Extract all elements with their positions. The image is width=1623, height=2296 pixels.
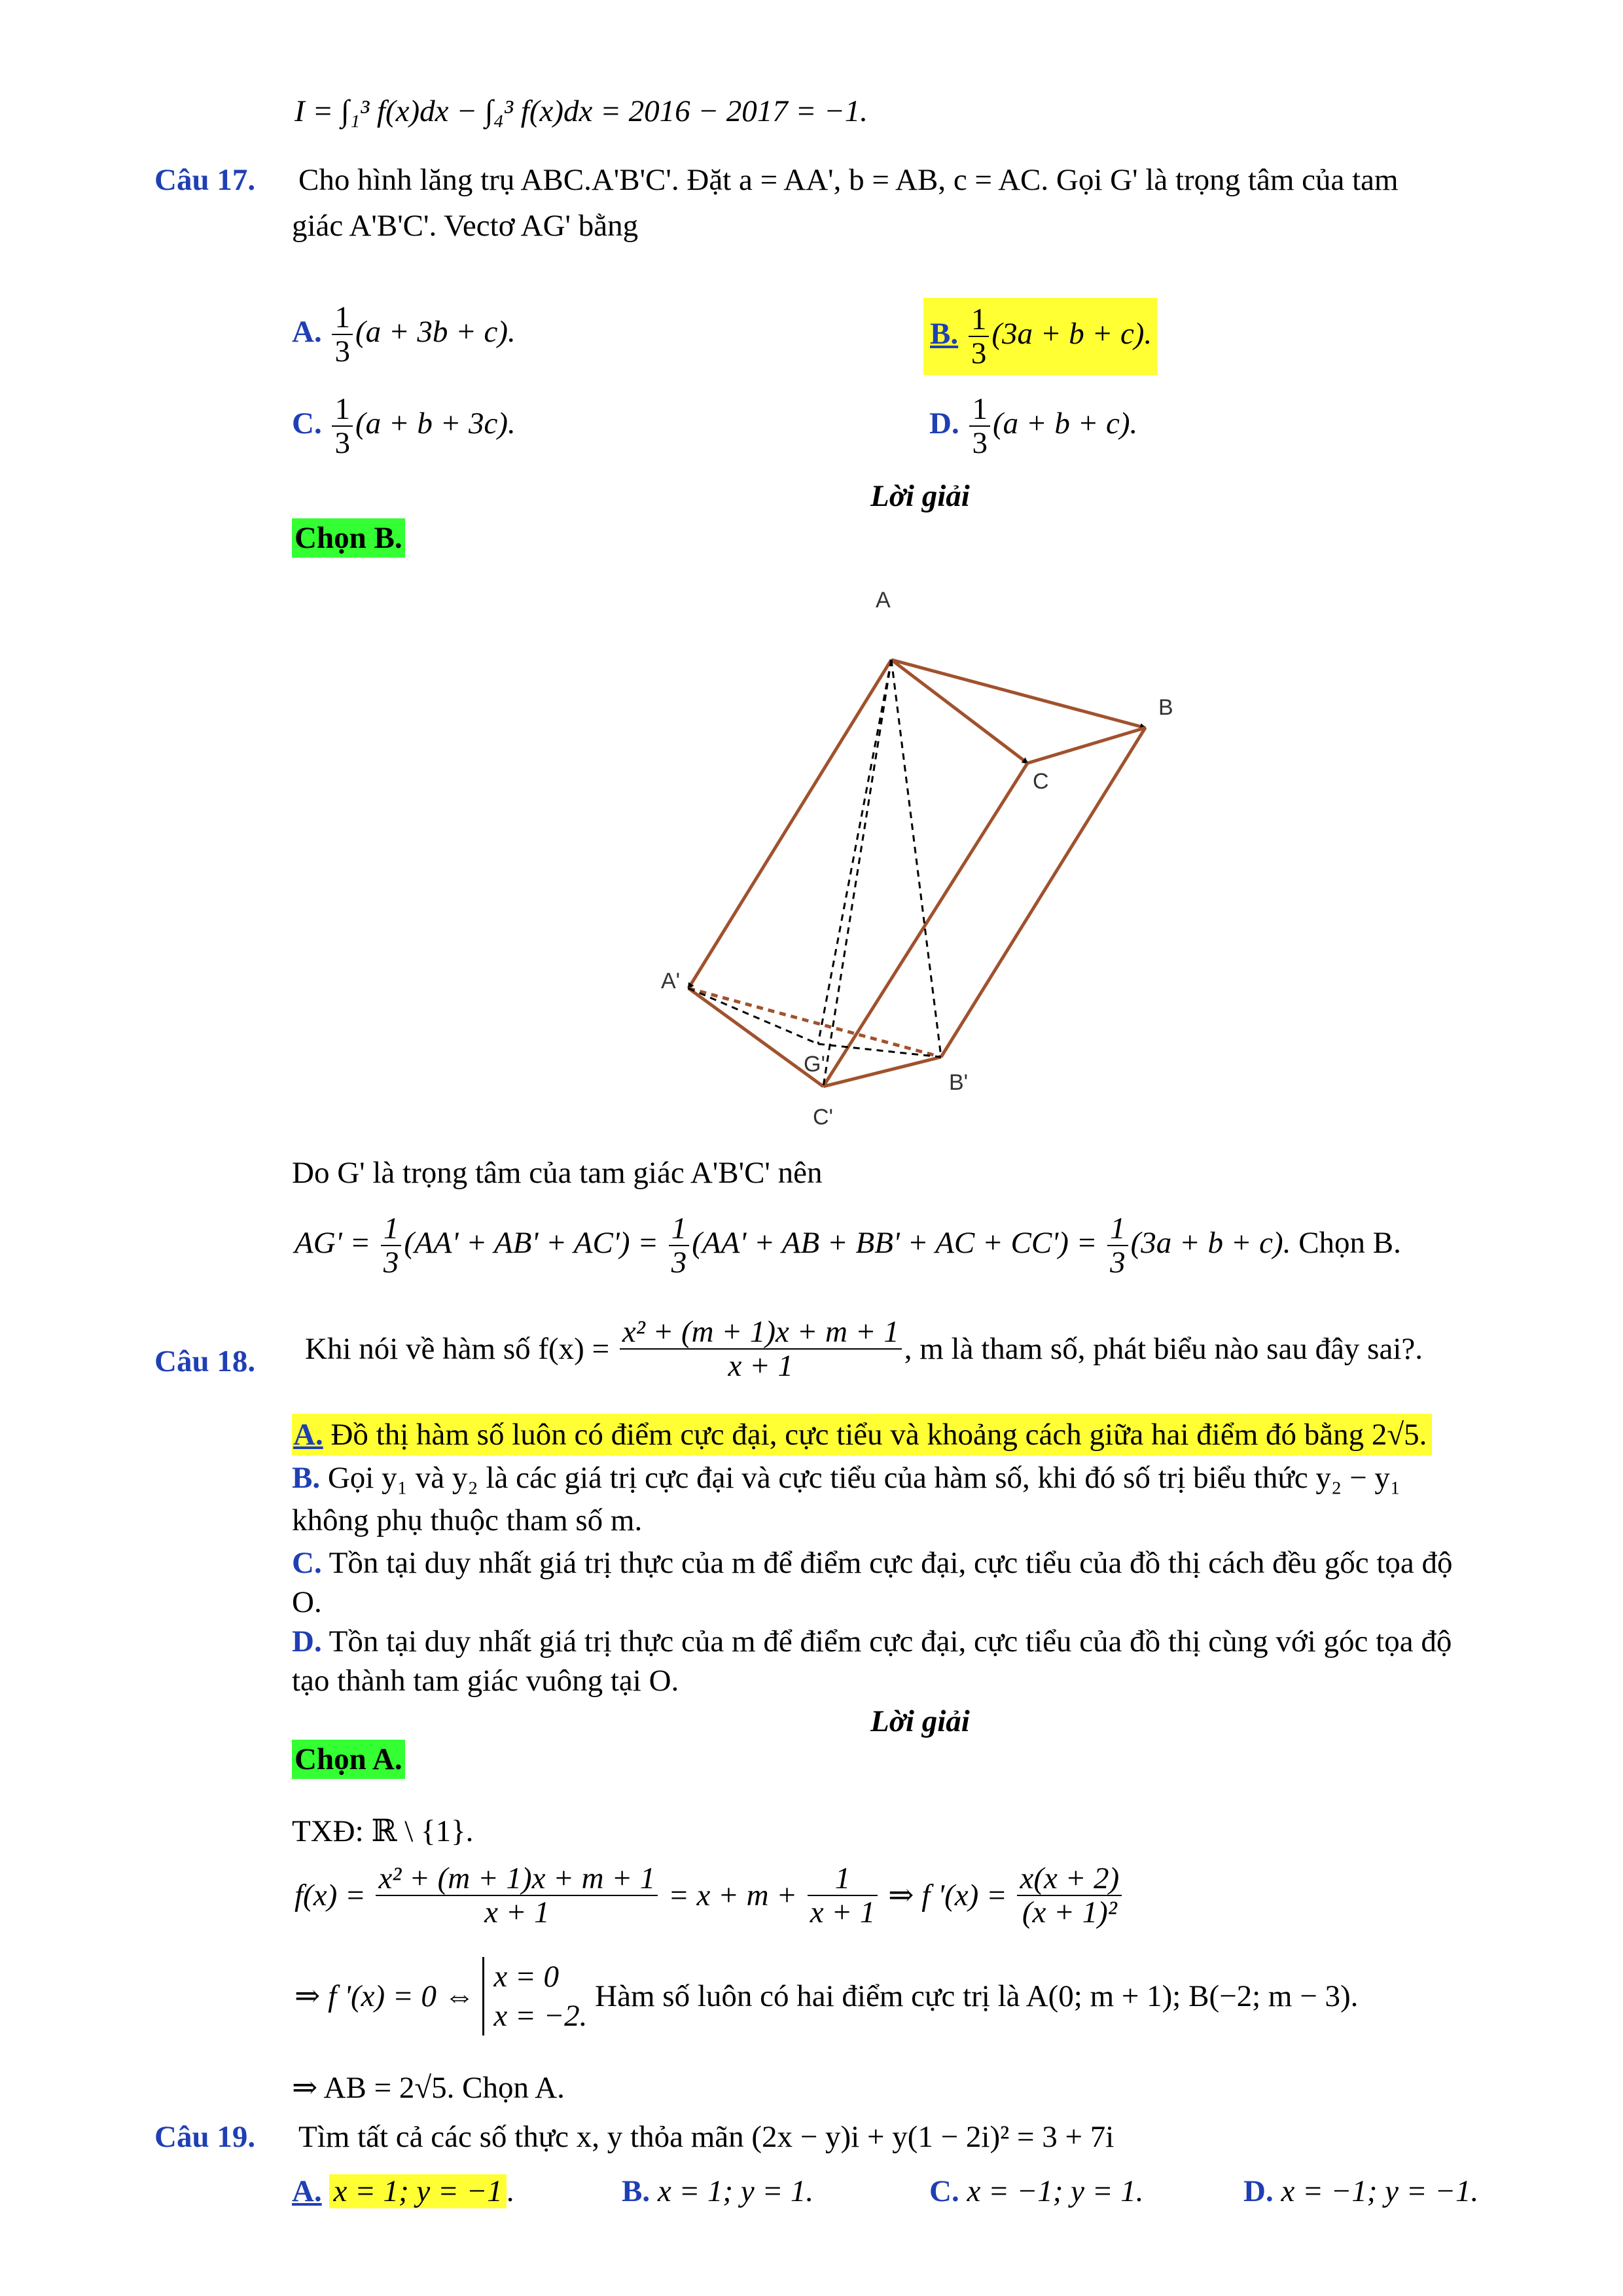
- q19-option-a-label: A.: [292, 2174, 322, 2208]
- fraction: $\frac{1}{3}$: [669, 1212, 690, 1279]
- fraction: $\frac{1}{3}$: [332, 393, 353, 459]
- question-18-stem: Khi nói về hàm số f(x) = $\frac{\text{x² + (m + 1)x + m + 1}}{x + 1}$ , m là tham số, phát biểu nào sau đây sai?.: [305, 1315, 1423, 1383]
- q18-option-d[interactable]: [292, 1622, 1452, 1661]
- q19-option-a[interactable]: A. x = 1; y = −1 .: [292, 2174, 514, 2208]
- q19-option-c[interactable]: [929, 2172, 1143, 2211]
- edge-a-c: [891, 660, 1027, 763]
- question-19-number: Câu 19.: [154, 2120, 256, 2154]
- q17-option-a-label: A.: [292, 314, 322, 349]
- edge-a1-b1-hidden: [688, 988, 941, 1057]
- q18-option-a-label: A.: [293, 1418, 323, 1452]
- q17-option-b-text: (3a + b + c).: [991, 316, 1152, 351]
- fraction: $\frac{1}{3}$: [969, 393, 990, 459]
- q18-domain: TXĐ: ℝ \ {1}.: [292, 1814, 474, 1848]
- q18-option-d-label: D.: [292, 1624, 322, 1659]
- q18-option-c-line2: O.: [292, 1585, 322, 1619]
- edge-a-b: [891, 660, 1145, 728]
- q19-option-c-text: x = −1; y = 1.: [967, 2174, 1144, 2208]
- roots-bracket: x = 0 x = −2.: [482, 1957, 587, 2036]
- label-g: G': [804, 1052, 825, 1077]
- q17-option-a-text: (a + 3b + c).: [355, 314, 516, 349]
- q18-option-b-line1: Gọi y₁ và y₂ là các giá trị cực đại và cực tiểu của hàm số, khi đó số trị biểu thức y₂ − y₁: [327, 1461, 1401, 1495]
- question-18-number: Câu 18.: [154, 1344, 256, 1378]
- question-17-stem-line1: Cho hình lăng trụ ABC.A'B'C'. Đặt a = AA', b = AB, c = AC. Gọi G' là trọng tâm của tam: [298, 163, 1399, 197]
- q19-option-d-text: x = −1; y = −1.: [1281, 2174, 1479, 2208]
- label-a1: A': [661, 969, 681, 994]
- q17-option-a[interactable]: [292, 301, 516, 368]
- function-fraction: $\frac{\text{x² + (m + 1)x + m + 1}}{x + 1}$: [376, 1862, 658, 1929]
- function-fraction: $\frac{\text{x² + (m + 1)x + m + 1}}{x + 1}$: [620, 1316, 902, 1382]
- q18-conclusion: ⇒ AB = 2√5. Chọn A.: [292, 2071, 565, 2105]
- q17-option-b[interactable]: [923, 298, 1157, 375]
- q17-explanation-line2: AG' = $\frac{1}{3}$ (AA' + AB' + AC') = $\frac{1}{3}$ (AA' + AB + BB' + AC + CC') = $\frac{1}{3}$ (3a + b + c). Chọn B.: [294, 1211, 1401, 1280]
- label-b: B: [1158, 695, 1173, 720]
- q17-option-c-text: (a + b + 3c).: [355, 406, 516, 440]
- q18-option-b[interactable]: [292, 1458, 1400, 1498]
- label-a: A: [876, 588, 891, 613]
- q19-option-a-text: x = 1; y = −1: [329, 2174, 506, 2208]
- edge-c-c1: [823, 763, 1027, 1086]
- q17-explanation-line1: Do G' là trọng tâm của tam giác A'B'C' nên: [292, 1156, 823, 1190]
- q18-option-c-line1: Tồn tại duy nhất giá trị thực của m để điểm cực đại, cực tiểu của đồ thị cách đều gốc tọa độ: [329, 1546, 1453, 1580]
- question-17-number: Câu 17.: [154, 163, 256, 197]
- fraction: $\frac{1}{3}$: [1107, 1212, 1128, 1279]
- q17-option-d-label: D.: [929, 406, 959, 440]
- line-a-b1-hidden: [891, 660, 941, 1057]
- q18-roots-line: ⇒ f '(x) = 0 ⇔ x = 0 x = −2. Hàm số luôn có hai điểm cực trị là A(0; m + 1); B(−2; m − 3).: [294, 1957, 1358, 2036]
- prism-figure: [641, 576, 1217, 1139]
- label-b1: B': [949, 1070, 969, 1095]
- fraction: $\frac{1}{3}$: [381, 1212, 402, 1279]
- q17-option-c[interactable]: [292, 393, 516, 459]
- q18-option-b-line2: không phụ thuộc tham số m.: [292, 1503, 643, 1537]
- q18-solution-title: Lời giải: [870, 1704, 970, 1738]
- q18-option-c[interactable]: [292, 1543, 1453, 1583]
- median-g-b1: [818, 1044, 941, 1057]
- question-17-stem-line2: giác A'B'C'. Vectơ AG' bằng: [292, 209, 639, 243]
- q18-option-d-line2: tạo thành tam giác vuông tại O.: [292, 1664, 679, 1698]
- q19-option-b-label: B.: [622, 2174, 651, 2208]
- q17-option-c-label: C.: [292, 406, 322, 440]
- q17-option-b-label: B.: [930, 316, 959, 351]
- q18-option-c-label: C.: [292, 1546, 322, 1580]
- q18-option-d-line1: Tồn tại duy nhất giá trị thực của m để điểm cực đại, cực tiểu của đồ thị cùng với góc tọa độ: [329, 1624, 1452, 1659]
- q19-option-b[interactable]: [622, 2172, 813, 2211]
- q19-option-d[interactable]: [1243, 2172, 1478, 2211]
- q17-option-d-text: (a + b + c).: [992, 406, 1138, 440]
- question-19-stem: Tìm tất cả các số thực x, y thỏa mãn (2x − y)i + y(1 − 2i)² = 3 + 7i: [298, 2120, 1115, 2154]
- fraction: $\frac{1}{x + 1}$: [808, 1862, 878, 1929]
- q18-option-a[interactable]: [292, 1414, 1432, 1456]
- integral-result-line: I = ∫₁³ f(x)dx − ∫₄³ f(x)dx = 2016 − 2017 = −1.: [294, 94, 868, 128]
- fraction: $\frac{1}{3}$: [969, 303, 990, 370]
- label-c: C: [1033, 769, 1049, 794]
- q17-option-d[interactable]: [929, 393, 1137, 459]
- line-a-c1-hidden: [823, 660, 891, 1086]
- q19-option-b-text: x = 1; y = 1.: [657, 2174, 814, 2208]
- fraction: $\frac{1}{3}$: [332, 301, 353, 368]
- derivative-fraction: $\frac{x(x + 2)}{\text{(x + 1)²}}$: [1017, 1862, 1122, 1929]
- q17-choose-answer: Chọn B.: [292, 518, 405, 558]
- q18-option-b-label: B.: [292, 1461, 321, 1495]
- q18-choose-answer: Chọn A.: [292, 1740, 405, 1779]
- q18-derivative-line: f(x) = $\frac{\text{x² + (m + 1)x + m + 1}}{x + 1}$ = x + m + $\frac{1}{x + 1}$ ⇒ f '(x) = $\frac{x(x + 2)}{\text{(x + 1)²}}$: [294, 1862, 1124, 1929]
- q18-option-a-text: Đồ thị hàm số luôn có điểm cực đại, cực tiểu và khoảng cách giữa hai điểm đó bằng 2√5.: [330, 1418, 1427, 1452]
- label-c1: C': [813, 1105, 834, 1130]
- q19-option-d-label: D.: [1243, 2174, 1274, 2208]
- q19-option-c-label: C.: [929, 2174, 959, 2208]
- q17-solution-title: Lời giải: [870, 479, 970, 513]
